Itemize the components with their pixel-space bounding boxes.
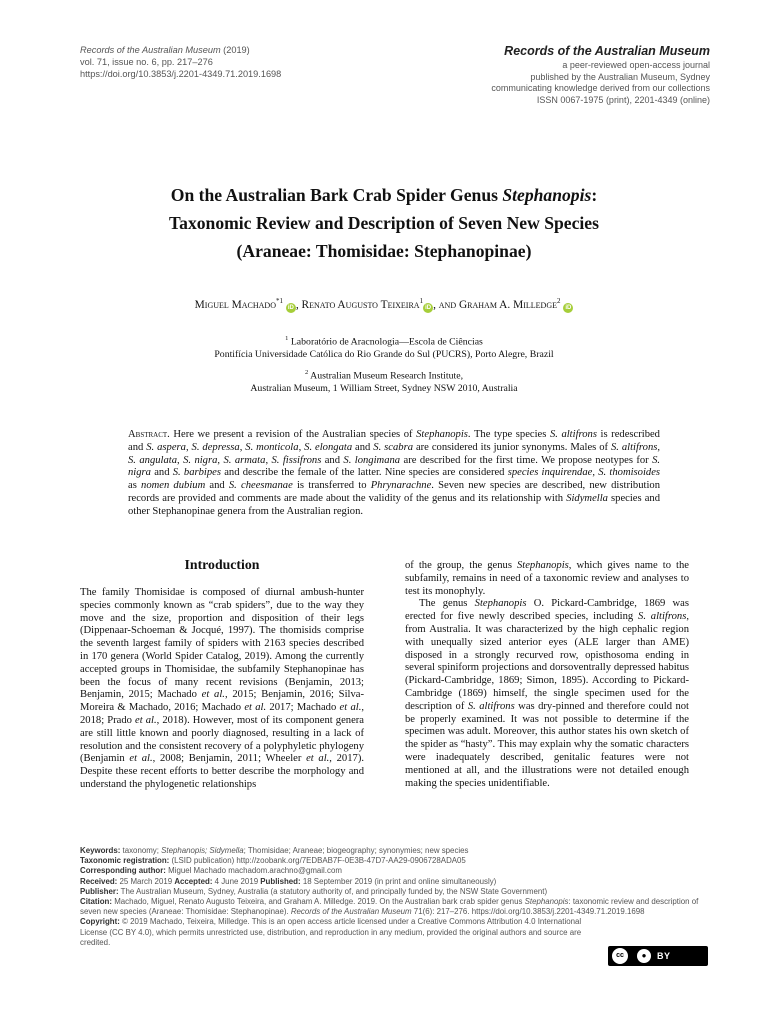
affiliation-line: Australian Museum, 1 William Street, Sydney NSW 2010, Australia <box>250 383 518 395</box>
author-list <box>80 293 688 313</box>
paragraph: The genus Stephanopis O. Pickard-Cambridge, 1869 was erected for five newly described species, including S. altifrons, from Australia. It was characterized by the high cephalic region with unequally sized anterior eyes (ALE larger than AME) disposed in a strongly recurved row, opisthosoma ending in several spiniform projections and dorsoventrally depressed habitus (Pickard-Cambridge, 1869; Simon, 1895). According to Pickard-Cambridge (1869) himself, the single specimen used for the description of S. altifrons was dry-pinned and therefore could not be properly examined. It was not possible to determine if the specimen was adult. Moreover, this author states his own sketch of the spider as “hasty”. This may explain why the somatic characters were inadequately described, genitalic features were not mentioned at all, and the illustrations were not detailed enough making the species unidentifiable. <box>405 598 689 789</box>
author-separator: , and <box>433 298 459 311</box>
affiliation-line: Australian Museum Research Institute, <box>310 370 464 382</box>
affiliation-line: Laboratório de Aracnologia—Escola de Ciências <box>290 336 483 348</box>
section-heading-introduction: Introduction <box>184 557 260 572</box>
paragraph: of the group, the genus Stephanopis, which gives name to the subfamily, remains in need of a taxonomic review and analyses to test its monophyly. <box>405 560 689 597</box>
orcid-icon[interactable]: iD <box>425 304 432 311</box>
title-line-2: Taxonomic Review and Description of Seven New Species <box>169 213 599 233</box>
affiliation-line: Pontifícia Universidade Católica do Rio Grande do Sul (PUCRS), Porto Alegre, Brazil <box>214 349 554 361</box>
doi-link[interactable]: https://doi.org/10.3853/j.2201-4349.71.2019.1698 <box>80 69 282 79</box>
author-affil-sup: 1 <box>419 297 424 305</box>
publisher-row: Publisher: The Australian Museum, Sydney, Australia (a statutory authority of, and principally funded by, the NSW State Government) <box>80 886 548 896</box>
dates-row: Received: 25 March 2019 Accepted: 4 June 2019 Published: 18 September 2019 (in print and online simultaneously) <box>80 876 497 886</box>
body-column-right <box>405 560 689 790</box>
orcid-icon[interactable]: iD <box>287 304 294 311</box>
keywords-row: Keywords: taxonomy; Stephanopis; Sidymella; Thomisidae; Araneae; biogeography; synonymies; new species <box>80 846 469 855</box>
journal-info-block <box>350 44 710 106</box>
cc-by-license-badge[interactable] <box>608 946 708 966</box>
citation-row: Citation: Machado, Miguel, Renato Augusto Teixeira, and Graham A. Milledge. 2019. On the Australian bark crab spider genus Stephanopis: taxonomic review and description of seven new species (Araneae: Thomisidae: Stephanopinae). Records of the Australian Museum 71(6): 217–276. https://doi.org/10.3853/j.2201-4349.71.2019.1698 <box>80 897 699 917</box>
title-text: On the Australian Bark Crab Spider Genus <box>170 185 503 205</box>
affiliation-2 <box>100 366 668 395</box>
journal-info-line: a peer-reviewed open-access journal <box>562 60 710 70</box>
affiliation-1 <box>100 332 668 361</box>
journal-name: Records of the Australian Museum <box>80 45 221 55</box>
journal-info-line: communicating knowledge derived from our collections <box>491 83 710 93</box>
paragraph: The family Thomisidae is composed of diurnal ambush-hunter species commonly known as “crab spiders”, due to the way they move and the size, proportion and disposition of their legs (Dippenaar-Schoeman & Jocqué, 1997). The thomisids comprise the seventh largest family of spiders with 2163 species described in 170 genera (World Spider Catalog, 2019). Among the currently accepted groups in Thomisidae, the subfamily Stephanopinae has been the focus of many recent revisions (Benjamin, 2013; Benjamin, 2015; Machado et al., 2015; Benjamin, 2016; Silva-Moreira & Machado, 2016; Machado et al. 2017; Machado et al., 2018; Prado et al., 2018). However, most of its component genera are still little known and poorly diagnosed, resulting in a lack of resolution and the consistent recovery of a polyphyletic phylogeny (Benjamin et al., 2008; Benjamin, 2011; Wheeler et al., 2017). Despite these recent efforts to better describe the morphology and understand the phylogenetic relationships <box>80 587 364 790</box>
author-separator: , <box>295 298 302 311</box>
title-line-3: (Araneae: Thomisidae: Stephanopinae) <box>236 241 532 261</box>
abstract-label: Abstract <box>128 429 168 440</box>
author-name: Miguel Machado <box>194 298 276 311</box>
journal-year: (2019) <box>220 45 250 55</box>
author-name: Graham A. Milledge <box>458 298 557 311</box>
copyright-row: Copyright: © 2019 Machado, Teixeira, Milledge. This is an open access article licensed under a Creative Commons Attribution 4.0 International License (CC BY 4.0), which permits unrestricted use, distribution, and reproduction in any medium, provided the original authors and source are credited. <box>80 917 582 947</box>
title-text: : <box>591 185 598 205</box>
attribution-person-icon: ● <box>637 949 651 963</box>
author-affil-sup: *1 <box>275 297 283 305</box>
journal-title: Records of the Australian Museum <box>504 44 710 58</box>
issn-line: ISSN 0067-1975 (print), 2201-4349 (online) <box>536 94 710 105</box>
title-genus: Stephanopis <box>502 185 592 205</box>
corresponding-author-row: Corresponding author: Miguel Machado machadom.arachno@gmail.com <box>80 866 342 876</box>
orcid-icon[interactable]: iD <box>565 304 572 311</box>
journal-info-line: published by the Australian Museum, Sydney <box>530 71 710 82</box>
affiliation-sup: 1 <box>285 335 289 342</box>
creative-commons-icon: cc <box>611 947 629 965</box>
article-footer <box>80 846 708 948</box>
cc-by-label: BY <box>657 951 671 961</box>
paper-title <box>110 181 658 265</box>
body-column-left <box>80 587 364 792</box>
abstract: Abstract. Here we present a revision of the Australian species of Stephanopis. The type species S. altifrons is redescribed and S. aspera, S. depressa, S. monticola, S. elongata and S. scabra are considered its junior synonyms. Males of S. altifrons, S. angulata, S. nigra, S. armata, S. fissifrons and S. longimana are described for the first time. We propose neotypes for S. nigra and S. barbipes and describe the female of the latter. Nine species are considered species inquirendae, S. thomisoides as nomen dubium and S. cheesmanae is transferred to Phrynarachne. Seven new species are described, new distribution records are provided and comments are made about the validity of the genus and its relationship with Sidymella species and other Stephanopinae genera from the Australian region. <box>128 429 661 517</box>
author-affil-sup: 2 <box>556 297 561 305</box>
taxonomic-registration-row: Taxonomic registration: (LSID publication) http://zoobank.org/7EDBAB7F-0E3B-47D7-AA29-0906728ADA05 <box>80 856 466 866</box>
author-name: Renato Augusto Teixeira <box>301 298 420 311</box>
volume-info: vol. 71, issue no. 6, pp. 217–276 <box>80 57 213 67</box>
affiliation-sup: 2 <box>304 369 309 376</box>
